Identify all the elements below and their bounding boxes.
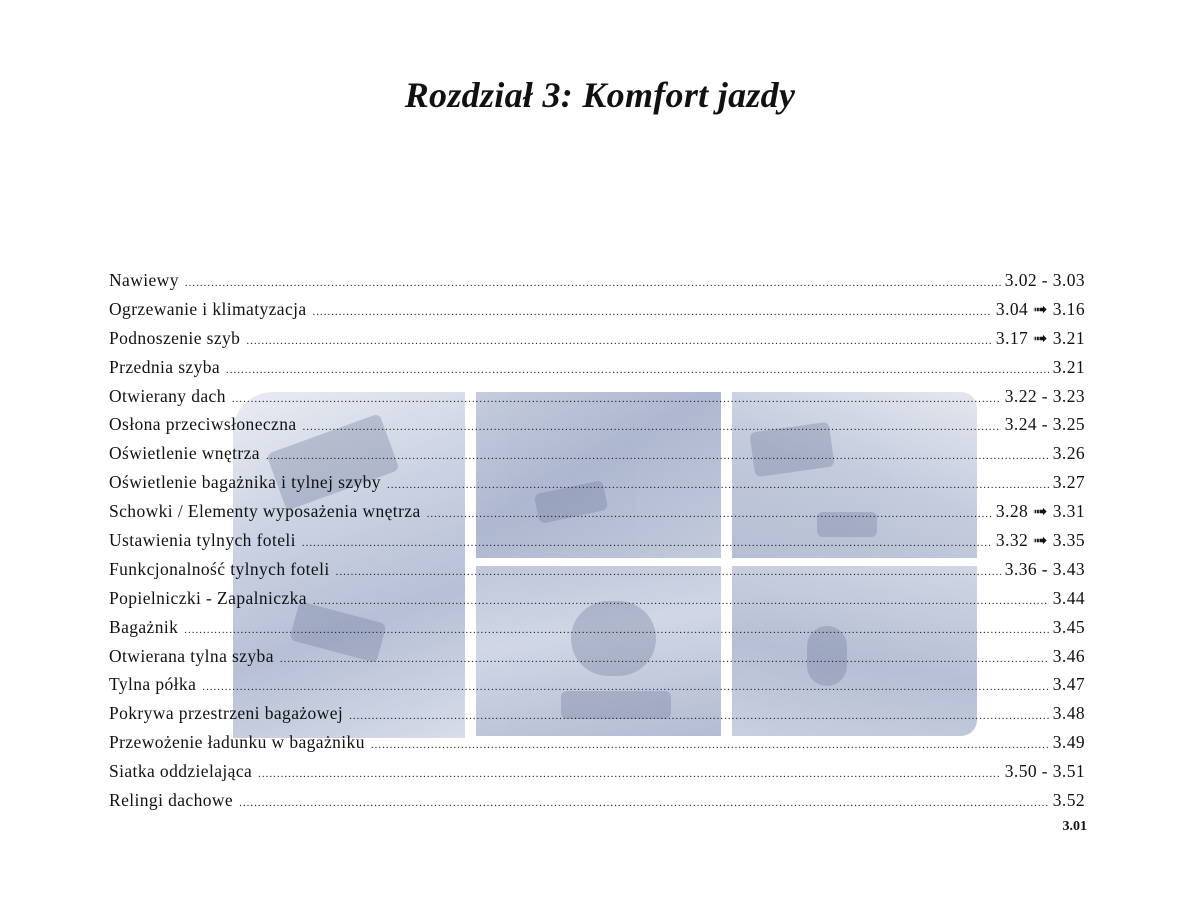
toc-entry[interactable]: Nawiewy ..... 3.02 - 3.03 xyxy=(109,266,1085,295)
toc-entry[interactable]: Bagażnik ..... 3.45 xyxy=(109,613,1085,642)
toc-entry[interactable]: Ustawienia tylnych foteli ..... 3.32 ➟ 3.35 xyxy=(109,526,1085,555)
toc-entry[interactable]: Oświetlenie bagażnika i tylnej szyby ..... 3.27 xyxy=(109,468,1085,497)
dot-leader xyxy=(266,442,1049,471)
toc-entry[interactable]: Popielniczki - Zapalniczka ..... 3.44 xyxy=(109,584,1085,613)
dot-leader xyxy=(239,789,1049,818)
toc-entry[interactable]: Przednia szyba ..... 3.21 xyxy=(109,353,1085,382)
toc-entry[interactable]: Podnoszenie szyb ..... 3.17 ➟ 3.21 xyxy=(109,324,1085,353)
toc-entry[interactable]: Przewożenie ładunku w bagażniku ..... 3.49 xyxy=(109,728,1085,757)
toc-entry[interactable]: Tylna półka ..... 3.47 xyxy=(109,670,1085,699)
page-number: 3.01 xyxy=(1062,819,1087,834)
toc-entry[interactable]: Otwierany dach ..... 3.22 - 3.23 xyxy=(109,382,1085,411)
dot-leader xyxy=(303,413,1001,442)
dot-leader xyxy=(427,500,992,529)
table-of-contents xyxy=(109,266,1085,815)
toc-entry[interactable]: Ogrzewanie i klimatyzacja ..... 3.04 ➟ 3.16 xyxy=(109,295,1085,324)
dot-leader xyxy=(246,327,992,356)
dot-leader xyxy=(302,529,992,558)
toc-entry[interactable]: Relingi dachowe ..... 3.52 xyxy=(109,786,1085,815)
dot-leader xyxy=(258,760,1001,789)
toc-entry[interactable]: Oświetlenie wnętrza ..... 3.26 xyxy=(109,439,1085,468)
toc-entry[interactable]: Siatka oddzielająca ..... 3.50 - 3.51 xyxy=(109,757,1085,786)
dot-leader xyxy=(232,385,1001,414)
dot-leader xyxy=(349,702,1049,731)
dot-leader xyxy=(280,645,1049,674)
toc-entry[interactable]: Pokrywa przestrzeni bagażowej ..... 3.48 xyxy=(109,699,1085,728)
dot-leader xyxy=(336,558,1001,587)
dot-leader xyxy=(313,587,1049,616)
dot-leader xyxy=(185,269,1001,298)
dot-leader xyxy=(387,471,1049,500)
dot-leader xyxy=(184,616,1048,645)
dot-leader xyxy=(371,731,1049,760)
dot-leader xyxy=(313,298,992,327)
toc-entry[interactable]: Funkcjonalność tylnych foteli ..... 3.36 - 3.43 xyxy=(109,555,1085,584)
toc-entry[interactable]: Osłona przeciwsłoneczna ..... 3.24 - 3.25 xyxy=(109,410,1085,439)
chapter-title: Rozdział 3: Komfort jazdy xyxy=(404,75,796,115)
toc-entry[interactable]: Otwierana tylna szyba ..... 3.46 xyxy=(109,642,1085,671)
dot-leader xyxy=(202,673,1049,702)
dot-leader xyxy=(226,356,1049,385)
toc-entry[interactable]: Schowki / Elementy wyposażenia wnętrza ..... 3.28 ➟ 3.31 xyxy=(109,497,1085,526)
